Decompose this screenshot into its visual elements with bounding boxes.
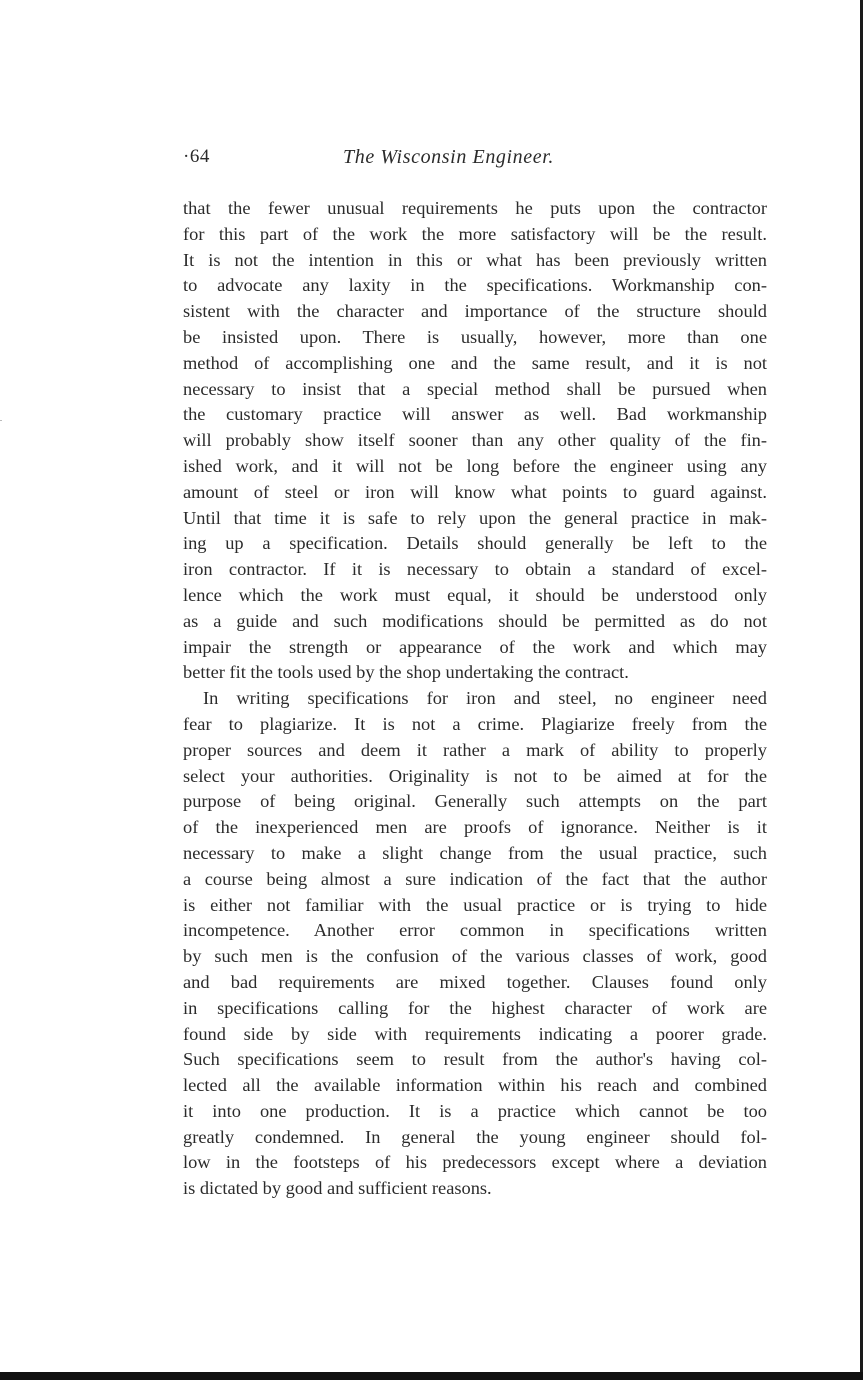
text-line: fear to plagiarize. It is not a crime. Plagiarize freely from the [183, 713, 767, 734]
text-line: the customary practice will answer as well. Bad workmanship [183, 404, 767, 425]
text-line: that the fewer unusual requirements he puts upon the contractor [183, 198, 767, 218]
text-line: low in the footsteps of his predecessors except where a deviation [183, 1152, 767, 1173]
text-line: method of accomplishing one and the same result, and it is not [183, 352, 767, 373]
text-line: in specifications calling for the highest character of work are [183, 997, 767, 1018]
journal-title: The Wisconsin Engineer. [343, 146, 555, 168]
text-line: purpose of being original. Generally such attempts on the part [183, 791, 767, 812]
text-line: greatly condemned. In general the young engineer should fol- [183, 1126, 767, 1147]
text-line: impair the strength or appearance of the work and which may [183, 636, 767, 657]
margin-mark [0, 420, 2, 421]
text-line: a course being almost a sure indication of the fact that the author [183, 868, 767, 889]
text-line: be insisted upon. There is usually, however, more than one [183, 326, 767, 347]
text-line: incompetence. Another error common in specifications written [183, 920, 767, 941]
text-line: necessary to make a slight change from the usual practice, such [183, 842, 767, 863]
text-line: Until that time it is safe to rely upon the general practice in mak- [183, 507, 767, 528]
text-line: ished work, and it will not be long before the engineer using any [183, 455, 767, 476]
text-line: found side by side with requirements indicating a poorer grade. [183, 1023, 767, 1044]
paragraph-2 [183, 686, 767, 1202]
text-line: It is not the intention in this or what has been previously written [183, 249, 767, 270]
text-line: ing up a specification. Details should generally be left to the [183, 533, 767, 554]
text-line: better fit the tools used by the shop undertaking the contract. [183, 662, 629, 683]
text-line: sistent with the character and importance of the structure should [183, 301, 767, 322]
text-line: is dictated by good and sufficient reasons. [183, 1178, 492, 1199]
text-line: of the inexperienced men are proofs of ignorance. Neither is it [183, 817, 767, 838]
text-line: iron contractor. If it is necessary to obtain a standard of excel- [183, 559, 767, 580]
page-number: ·64 [183, 146, 210, 167]
scan-edge-bottom [0, 1372, 863, 1380]
text-line: for this part of the work the more satisfactory will be the result. [183, 223, 767, 244]
text-line: necessary to insist that a special method shall be pursued when [183, 378, 767, 399]
text-line: as a guide and such modifications should be permitted as do not [183, 610, 767, 631]
body-text [183, 196, 767, 1202]
text-line: proper sources and deem it rather a mark of ability to properly [183, 739, 767, 760]
text-line: is either not familiar with the usual practice or is trying to hide [183, 894, 767, 915]
text-line: Such specifications seem to result from the author's having col- [183, 1049, 767, 1070]
text-line: select your authorities. Originality is not to be aimed at for the [183, 765, 767, 786]
paragraph-1 [183, 196, 767, 686]
text-line: will probably show itself sooner than any other quality of the fin- [183, 430, 767, 451]
running-head [183, 146, 767, 176]
text-line: lected all the available information within his reach and combined [183, 1075, 767, 1096]
text-line: and bad requirements are mixed together. Clauses found only [183, 971, 767, 992]
text-line: amount of steel or iron will know what points to guard against. [183, 481, 767, 502]
text-line: it into one production. It is a practice which cannot be too [183, 1100, 767, 1121]
text-line: by such men is the confusion of the various classes of work, good [183, 946, 767, 967]
text-line: In writing specifications for iron and steel, no engineer need [203, 688, 767, 709]
text-line: to advocate any laxity in the specifications. Workmanship con- [183, 275, 767, 296]
text-line: lence which the work must equal, it should be understood only [183, 584, 767, 605]
